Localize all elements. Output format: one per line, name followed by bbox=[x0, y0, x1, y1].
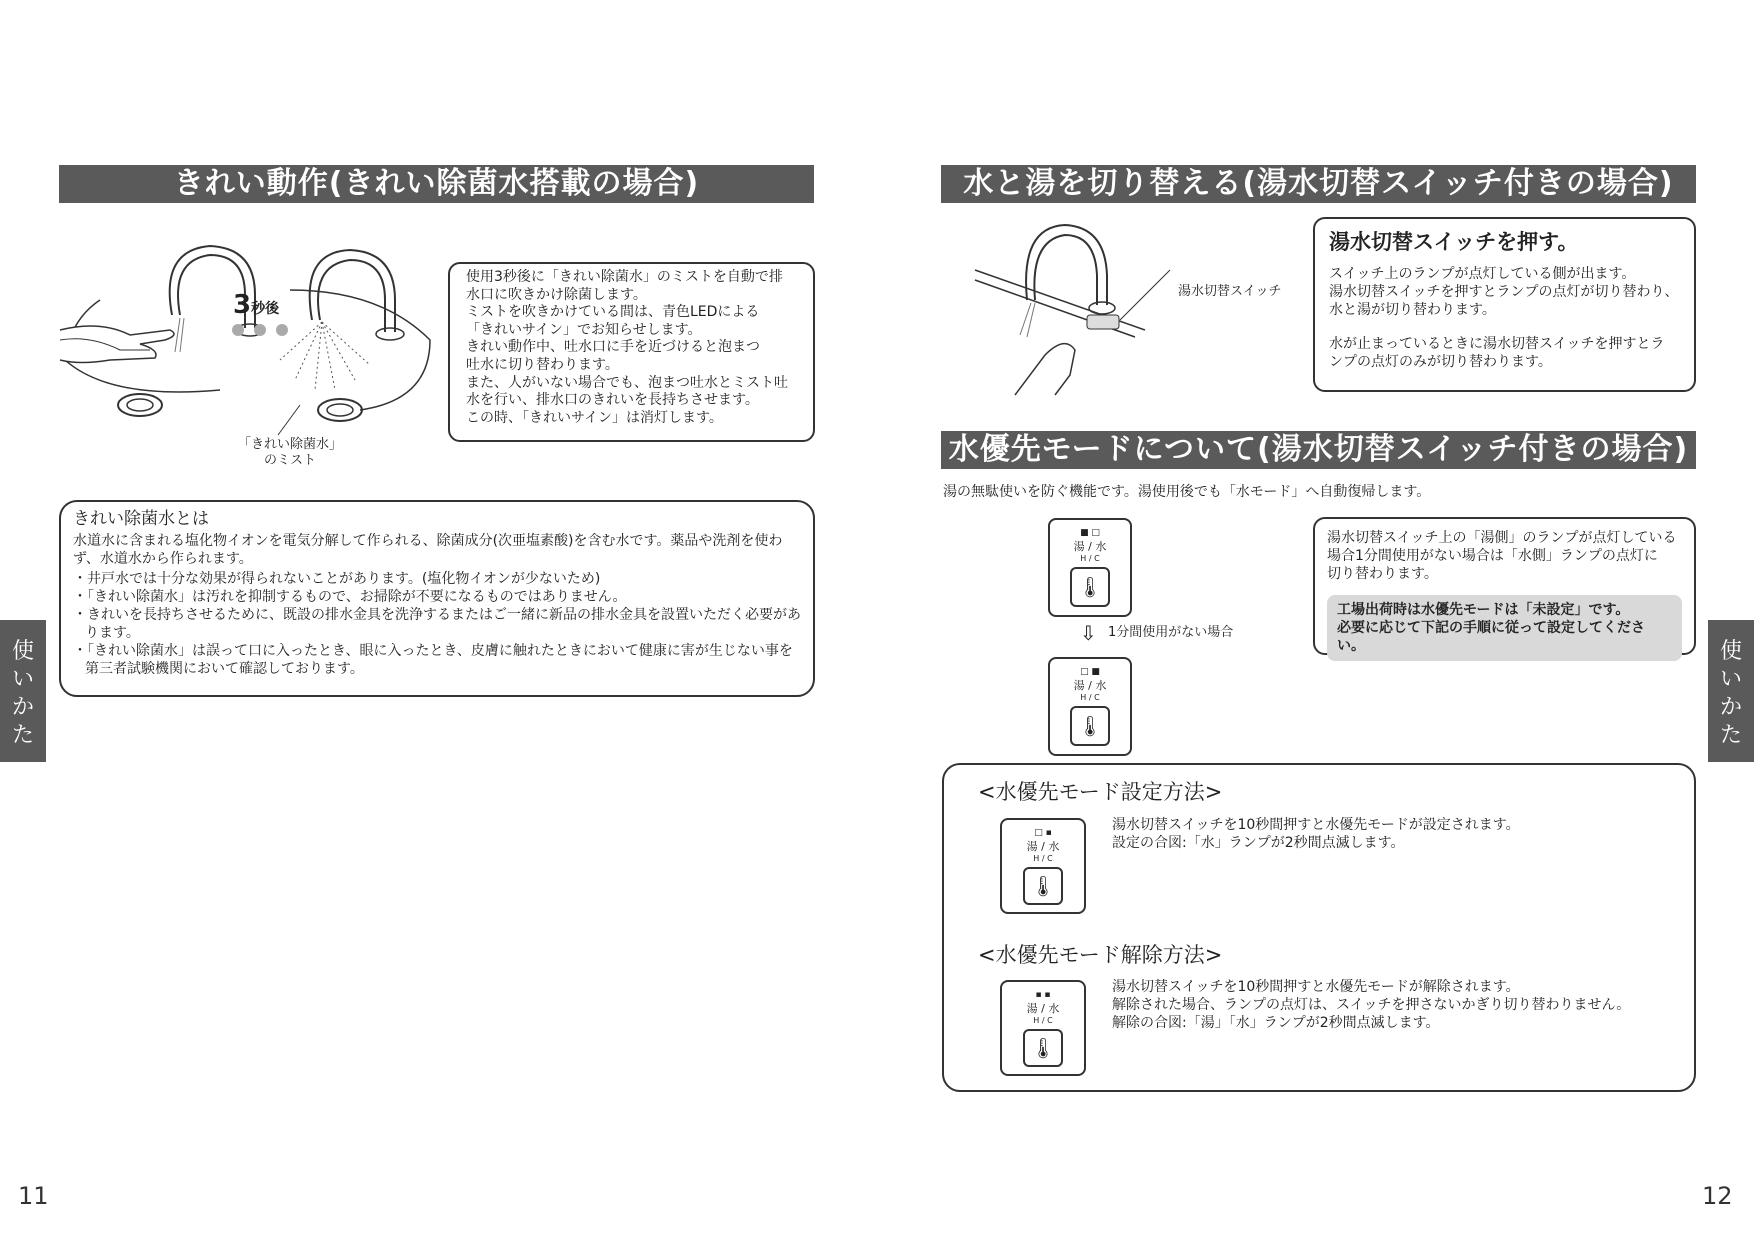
right-tab-char-4: た bbox=[1719, 723, 1742, 748]
release-line-3: 解除の合図:「湯」「水」ランプが2秒間点滅します。 bbox=[1112, 1015, 1440, 1031]
right-tab-char-3: か bbox=[1719, 695, 1742, 720]
setup-panel bbox=[1000, 818, 1086, 914]
info-bullet-1: ・井戸水では十分な効果が得られないことがあります。(塩化物イオンが少ないため) bbox=[73, 571, 601, 587]
lamp-indicator-icon: ■ □ bbox=[1080, 528, 1100, 538]
factory-note bbox=[1327, 595, 1682, 661]
desc-line-1: 使用3秒後に「きれい除菌水」のミストを自動で排 bbox=[466, 269, 783, 285]
release-panel-sub: H / C bbox=[1033, 1016, 1053, 1025]
right-page-number: 12 bbox=[1702, 1182, 1733, 1210]
seconds-number: 3 bbox=[233, 290, 252, 320]
release-text bbox=[1112, 978, 1630, 1032]
factory-note-line1: 工場出荷時は水優先モードは「未設定」です。 bbox=[1337, 602, 1630, 618]
switch-para1-line1: スイッチ上のランプが点灯している側が出ます。 bbox=[1329, 266, 1636, 282]
setup-line-1: 湯水切替スイッチを10秒間押すと水優先モードが設定されます。 bbox=[1112, 817, 1520, 833]
switch-para1-line3: 水と湯が切り替わります。 bbox=[1329, 302, 1496, 318]
kirei-info-box bbox=[59, 500, 815, 697]
seconds-unit: 秒後 bbox=[251, 301, 280, 317]
mist-label-line1: 「きれい除菌水」 bbox=[238, 437, 343, 452]
switch-label: 湯水切替スイッチ bbox=[1178, 284, 1282, 299]
desc-line-3: ミストを吹きかけている間は、青色LEDによる bbox=[466, 304, 760, 321]
desc-line-9: この時、「きれいサイン」は消灯します。 bbox=[466, 409, 723, 426]
info-heading: きれい除菌水とは bbox=[73, 509, 209, 529]
release-lamp-icon: ▪ ▪ bbox=[1035, 990, 1051, 1000]
setup-thermometer-icon: 🌡 bbox=[1023, 867, 1063, 905]
desc-line-7: また、人がいない場合でも、泡まつ吐水とミスト吐 bbox=[466, 374, 788, 391]
desc-line-8: 水を行い、排水口のきれいを長持ちさせます。 bbox=[466, 392, 759, 409]
panel-1-sub: H / C bbox=[1080, 554, 1100, 563]
setup-panel-label: 湯 / 水 bbox=[1026, 840, 1060, 853]
factory-note-line2: 必要に応じて下記の手順に従って設定してください。 bbox=[1337, 620, 1645, 654]
drain-icon bbox=[118, 394, 162, 416]
left-section-title: きれい動作(きれい除菌水搭載の場合) bbox=[59, 165, 814, 203]
switch-panel-2 bbox=[1048, 657, 1132, 756]
left-tab-char-3: か bbox=[11, 695, 34, 720]
mist-pointer-line bbox=[270, 400, 310, 440]
drain-icon-2 bbox=[318, 399, 362, 421]
info-bullet-4: ・「きれい除菌水」は誤って口に入ったとき、眼に入ったとき、皮膚に触れたときにおいて健康に害が生じない事を第三者試験機関において確認しております。 bbox=[73, 643, 793, 677]
lamp-indicator-icon-2: □ ■ bbox=[1080, 667, 1100, 677]
switch-device-icon bbox=[1087, 315, 1119, 329]
mist-label-line2: のミスト bbox=[264, 453, 317, 468]
arrow-caption: 1分間使用がない場合 bbox=[1108, 625, 1234, 640]
panel-2-sub: H / C bbox=[1080, 693, 1100, 702]
kirei-description-box bbox=[448, 262, 815, 442]
switch-para1-line2: 湯水切替スイッチを押すとランプの点灯が切り替わり、 bbox=[1329, 284, 1679, 300]
info-bullets bbox=[73, 570, 801, 678]
info-bullet-3: ・きれいを長持ちさせるために、既設の排水金具を洗浄するまたはご一緒に新品の排水金具を設置いただく必要があります。 bbox=[73, 607, 801, 641]
switch-heading: 湯水切替スイッチを押す。 bbox=[1329, 230, 1579, 254]
desc-line-4: 「きれいサイン」でお知らせします。 bbox=[466, 321, 702, 338]
release-heading: <水優先モード解除方法> bbox=[978, 943, 1223, 967]
right-section-title-2: 水優先モードについて(湯水切替スイッチ付きの場合) bbox=[941, 431, 1696, 469]
mist-label bbox=[238, 437, 342, 469]
left-tab-char-4: た bbox=[11, 723, 34, 748]
release-panel bbox=[1000, 980, 1086, 1076]
mode-text-1: 湯水切替スイッチ上の「湯側」のランプが点灯している bbox=[1327, 530, 1677, 546]
switch-instructions-box bbox=[1313, 217, 1696, 392]
setup-heading: <水優先モード設定方法> bbox=[978, 780, 1223, 804]
switch-faucet-illustration bbox=[975, 225, 1145, 395]
right-tab-char-2: い bbox=[1719, 667, 1742, 692]
left-side-tab bbox=[0, 620, 46, 762]
release-line-2: 解除された場合、ランプの点灯は、スイッチを押さないかぎり切り替わりません。 bbox=[1112, 997, 1631, 1013]
info-bullet-2: ・「きれい除菌水」は汚れを抑制するもので、お掃除が不要になるものではありません。 bbox=[73, 589, 627, 605]
thermometer-icon: 🌡 bbox=[1070, 567, 1110, 607]
arrow-down-icon: ⇩ bbox=[1080, 621, 1097, 645]
switch-para2-line2: ンプの点灯のみが切り替わります。 bbox=[1329, 354, 1552, 370]
setup-line-2: 設定の合図:「水」ランプが2秒間点滅します。 bbox=[1112, 835, 1405, 851]
switch-panel-1 bbox=[1048, 518, 1132, 617]
right-tab-char-1: 使 bbox=[1719, 639, 1742, 664]
mode-text-2: 場合1分間使用がない場合は「水側」ランプの点灯に bbox=[1327, 548, 1658, 564]
left-tab-char-2: い bbox=[11, 667, 34, 692]
release-line-1: 湯水切替スイッチを10秒間押すと水優先モードが解除されます。 bbox=[1112, 979, 1520, 995]
mode-text-3: 切り替わります。 bbox=[1327, 566, 1438, 582]
info-body: 水道水に含まれる塩化物イオンを電気分解して作られる、除菌成分(次亜塩素酸)を含む水です。薬品や洗剤を使わず、水道水から作られます。 bbox=[73, 533, 783, 567]
desc-line-2: 水口に吹きかけ除菌します。 bbox=[466, 286, 647, 303]
right-side-tab bbox=[1708, 620, 1754, 762]
left-page-number: 11 bbox=[18, 1182, 49, 1210]
left-tab-char-1: 使 bbox=[11, 639, 34, 664]
panel-2-label: 湯 / 水 bbox=[1073, 679, 1107, 692]
switch-para2-line1: 水が止まっているときに湯水切替スイッチを押すとラ bbox=[1329, 336, 1665, 352]
panel-1-label: 湯 / 水 bbox=[1073, 540, 1107, 553]
right-section-title-1: 水と湯を切り替える(湯水切替スイッチ付きの場合) bbox=[941, 165, 1696, 203]
setup-text bbox=[1112, 816, 1520, 852]
mode-info-box bbox=[1313, 517, 1696, 655]
mode-intro: 湯の無駄使いを防ぐ機能です。湯使用後でも「水モード」へ自動復帰します。 bbox=[943, 484, 1431, 500]
desc-line-6: 吐水に切り替わります。 bbox=[466, 356, 619, 373]
setup-lamp-icon: □ ▪ bbox=[1034, 828, 1052, 838]
release-thermometer-icon: 🌡 bbox=[1023, 1029, 1063, 1067]
thermometer-icon-2: 🌡 bbox=[1070, 706, 1110, 746]
desc-line-5: きれい動作中、吐水口に手を近づけると泡まつ bbox=[466, 339, 760, 356]
release-panel-label: 湯 / 水 bbox=[1026, 1002, 1060, 1015]
setup-panel-sub: H / C bbox=[1033, 854, 1053, 863]
